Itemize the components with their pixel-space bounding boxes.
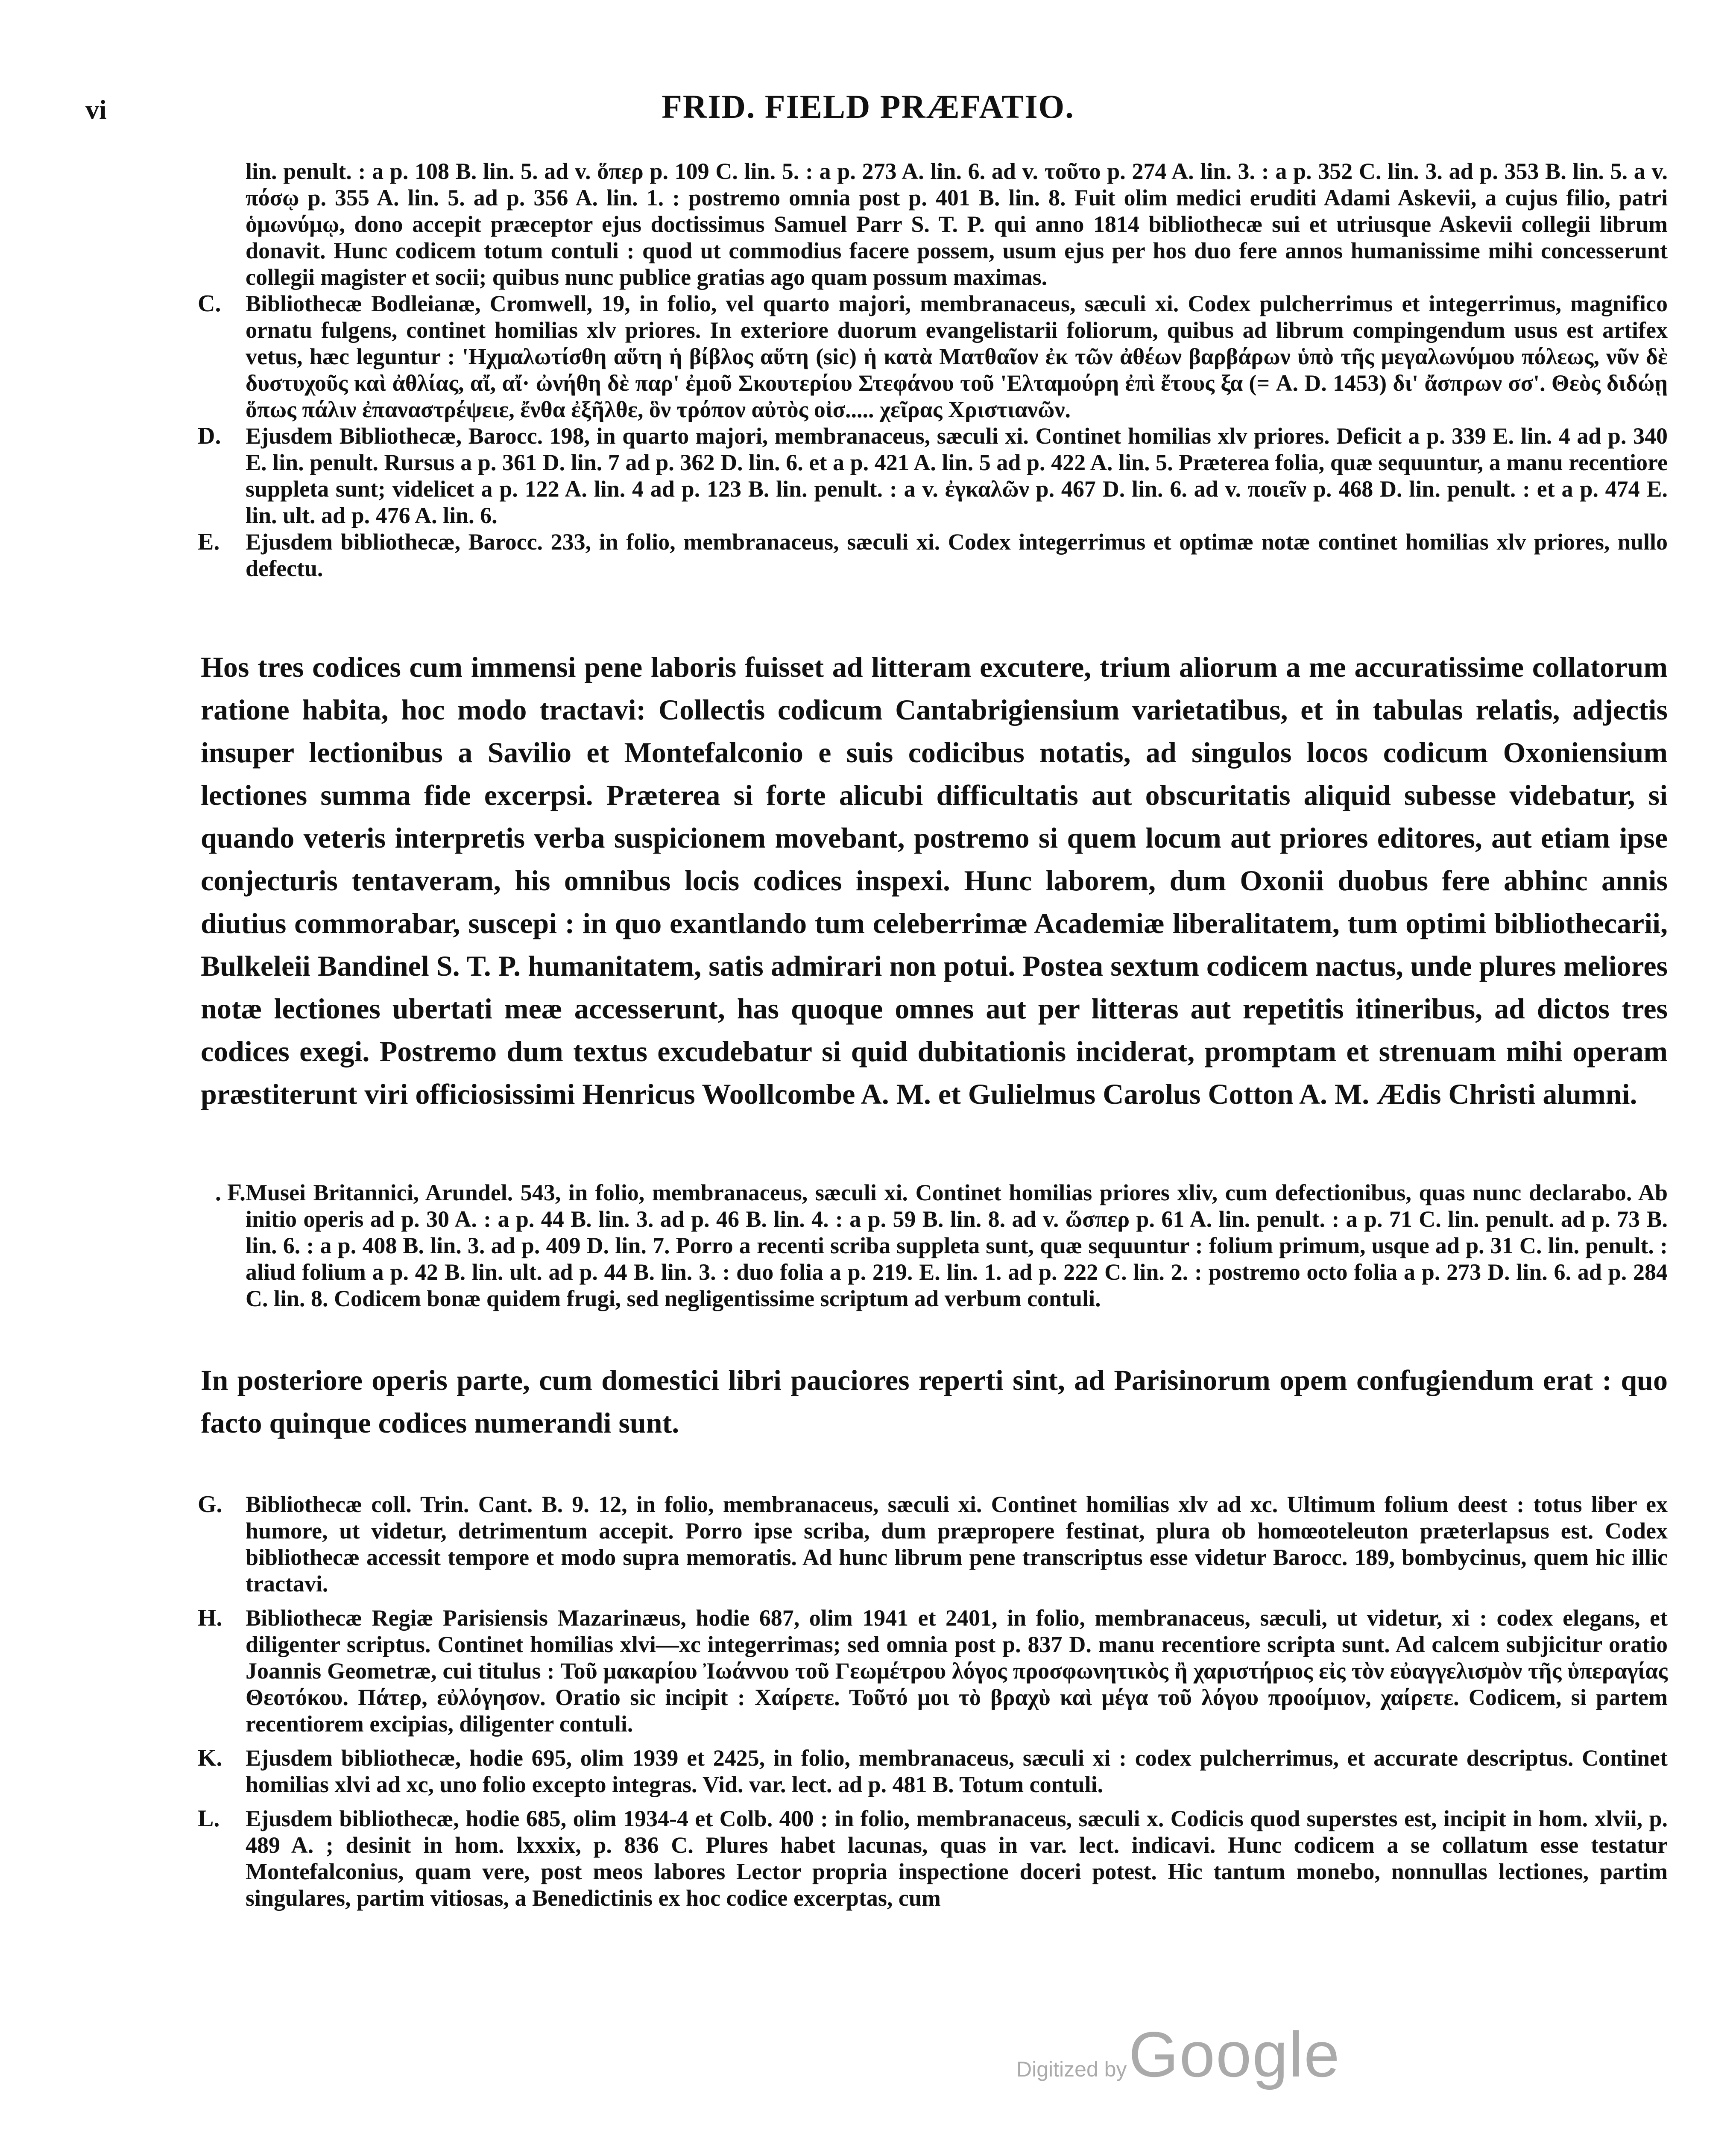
codex-entry-l: Ejusdem bibliothecæ, hodie 685, olim 1934-4 et Colb. 400 : in folio, membranaceus, sæculi x. Codicis quod superstes est, incipit in hom. xlvii, p. 489 A. ; desinit in hom. lxxxix, p. 836 C. Plures habet lacunas, quas in var. lect. indicavi. Hunc codicem a se collatum esse testatur Montefalconius, quam vere, post meos labores Lector propria inspectione doceri potest. Hic tantum monebo, nonnullas lectiones, partim singulares, partim vitiosas, a Benedictinis ex hoc codice excerptas, cum [246,1806,1668,1911]
digitized-by-google-watermark [1016,2018,1736,2090]
page-header [0,85,1736,137]
codex-label-h: H. [198,1605,222,1631]
codex-label-f: . F. [215,1179,246,1206]
codex-label-c: C. [198,290,221,317]
codex-entry-h: Bibliothecæ Regiæ Parisiensis Mazarinæus, hodie 687, olim 1941 et 2401, in folio, membranaceus, sæculi, ut videtur, xi : codex elegans, et diligenter scriptus. Continet homilias xlvi—xc integerrimas; sed omnia post p. 837 D. manu recentiore scripta sunt. Ad calcem subjicitur oratio Joannis Geometræ, cui titulus : Τοῦ μακαρίου Ἰωάννου τοῦ Γεωμέτρου λόγος προσφωνητικὸς ἢ χαριστήριος εἰς τὸν εὐαγγελισμὸν τῆς ὑπεραγίας Θεοτόκου. Πάτερ, εὐλόγησον. Oratio sic incipit : Χαίρετε. Τοῦτό μοι τὸ βραχὺ καὶ μέγα τοῦ λόγου προοίμιον, χαίρετε. Codicem, si partem recentiorem excipias, diligenter contuli. [246,1605,1668,1737]
codex-row-g [198,1491,1668,1597]
codex-label-l: L. [198,1805,220,1832]
codex-entry-c: Bibliothecæ Bodleianæ, Cromwell, 19, in folio, vel quarto majori, membranaceus, sæculi xi. Codex pulcherrimus et integerrimus, magnifico ornatu fulgens, continet homilias xlv priores. In exteriore duorum evangelistarii foliorum, quibus ad librum compingendum usus est artifex vetus, hæc leguntur : 'Ηχμαλωτίσθη αὕτη ἡ βίβλος αὕτη (sic) ἡ κατὰ Ματθαῖον ἐκ τῶν ἀθέων βαρβάρων ὑπὸ τῆς μεγαλωνύμου πόλεως, νῦν δὲ δυστυχοῦς καὶ ἀθλίας, αἴ, αἴ· ὠνήθη δὲ παρ' ἐμοῦ Σκουτερίου Στεφάνου τοῦ 'Ελταμούρη ἐπὶ ἔτους ξα (= A. D. 1453) δι' ἄσπρων σσ'. Θεὸς διδώῃ ὅπως πάλιν ἐπαναστρέψειε, ἔνθα ἐξῆλθε, ὃν τρόπον αὐτὸς οἰσ..... χεῖρας Χριστιανῶν. [246,291,1668,422]
codex-row-c [198,290,1668,423]
codex-row-f [198,1179,1668,1312]
codex-row-k [198,1745,1668,1798]
codex-row-e [198,529,1668,582]
codex-label-g: G. [198,1491,222,1518]
codex-label-e: E. [198,529,220,555]
note-continuation: lin. penult. : a p. 108 B. lin. 5. ad v. ὅπερ p. 109 C. lin. 5. : a p. 273 A. lin. 6. ad v. τοῦτο p. 274 A. lin. 3. : a p. 352 C. lin. 3. ad p. 353 B. lin. 5. a v. πόσῳ p. 355 A. lin. 5. ad p. 356 A. lin. 1. : postremo omnia post p. 401 B. lin. 8. Fuit olim medici eruditi Adami Askevii, a cujus filio, patri ὁμωνύμῳ, dono accepit præceptor ejus doctissimus Samuel Parr S. T. P. qui anno 1814 bibliothecæ sui et utriusque Askevii collegii librum donavit. Hunc codicem totum contuli : quod ut commodius facere possem, usum ejus per hos duo fere annos humanissime mihi concesserunt collegii magister et socii; quibus nunc publice gratias ago quam possum maximas. [246,158,1668,290]
running-title: FRID. FIELD PRÆFATIO. [662,88,1074,125]
codex-entry-k: Ejusdem bibliothecæ, hodie 695, olim 1939 et 2425, in folio, membranaceus, sæculi xi : codex pulcherrimus, et accurate descriptus. Continet homilias xlvi ad xc, uno folio excepto integras. Vid. var. lect. ad p. 481 B. Totum contuli. [246,1745,1668,1797]
codex-entry-d: Ejusdem Bibliothecæ, Barocc. 198, in quarto majori, membranaceus, sæculi xi. Continet homilias xlv priores. Deficit a p. 339 E. lin. 4 ad p. 340 E. lin. penult. Rursus a p. 361 D. lin. 7 ad p. 362 D. lin. 6. et a p. 421 A. lin. 5 ad p. 422 A. lin. 5. Præterea folia, quæ sequuntur, a manu recentiore suppleta sunt; videlicet a p. 122 A. lin. 4 ad p. 123 B. lin. penult. : a v. ἐγκαλῶν p. 467 D. lin. 6. ad v. ποιεῖν p. 468 D. lin. penult. : et a p. 474 E. lin. ult. ad p. 476 A. lin. 6. [246,423,1668,528]
codex-entry-e: Ejusdem bibliothecæ, Barocc. 233, in folio, membranaceus, sæculi xi. Codex integerrimus et optimæ notæ continet homilias xlv priores, nullo defectu. [246,529,1668,581]
google-logo: Google [1128,2018,1341,2090]
page-number: vi [85,94,107,125]
codex-entry-g: Bibliothecæ coll. Trin. Cant. B. 9. 12, in folio, membranaceus, sæculi xi. Continet homilias xlv ad xc. Ultimum folium deest : totus liber ex humore, ut videtur, detrimentum accepit. Porro ipse scriba, dum præpropere festinat, plura ob homœoteleuton præterlapsus est. Codex bibliothecæ accessit tempore et modo supra memoratis. Ad hunc librum pene transcriptus esse videtur Barocc. 189, bombycinus, quem hic illic tractavi. [246,1492,1668,1597]
note-continuation-row [198,158,1668,290]
codex-row-d [198,423,1668,529]
codex-label-k: K. [198,1745,222,1771]
codex-row-l [198,1805,1668,1911]
watermark-prefix: Digitized by [1016,2057,1127,2081]
codex-row-h [198,1605,1668,1737]
codex-label-d: D. [198,423,221,449]
body-paragraph-2: In posteriore operis parte, cum domestici libri pauciores reperti sint, ad Parisinorum opem confugiendum erat : quo facto quinque codices numerandi sunt. [201,1364,1668,1439]
codex-entry-f: Musei Britannici, Arundel. 543, in folio, membranaceus, sæculi xi. Continet homilias priores xliv, cum defectionibus, quas nunc declarabo. Ab initio operis ad p. 30 A. : a p. 44 B. lin. 3. ad p. 46 B. lin. 4. : a p. 59 B. lin. 8. ad v. ὥσπερ p. 61 A. lin. penult. : a p. 71 C. lin. penult. ad p. 73 B. lin. 6. : a p. 408 B. lin. 3. ad p. 409 D. lin. 7. Porro a recenti scriba suppleta sunt, quæ sequuntur : folium primum, usque ad p. 31 C. lin. penult. : aliud folium a p. 42 B. lin. ult. ad p. 44 B. lin. 3. : duo folia a p. 219. E. lin. 1. ad p. 222 C. lin. 2. : postremo octo folia a p. 273 D. lin. 6. ad p. 284 C. lin. 8. Codicem bonæ quidem frugi, sed negligentissime scriptum ad verbum contuli. [246,1180,1668,1311]
body-paragraph-1: Hos tres codices cum immensi pene laboris fuisset ad litteram excutere, trium aliorum a me accuratissime collatorum ratione habita, hoc modo tractavi: Collectis codicum Cantabrigiensium varietatibus, et in tabulas relatis, adjectis insuper lectionibus a Savilio et Montefalconio e suis codicibus notatis, ad singulos locos codicum Oxoniensium lectiones summa fide excerpsi. Præterea si forte alicubi difficultatis aut obscuritatis aliquid subesse videbatur, si quando veteris interpretis verba suspicionem movebant, postremo si quem locum aut priores editores, aut etiam ipse conjecturis tentaveram, his omnibus locis codices inspexi. Hunc laborem, dum Oxonii duobus fere abhinc annis diutius commorabar, suscepi : in quo exantlando tum celeberrimæ Academiæ liberalitatem, tum optimi bibliothecarii, Bulkeleii Bandinel S. T. P. humanitatem, satis admirari non potui. Postea sextum codicem nactus, unde plures meliores notæ lectiones ubertati meæ accesserunt, has quoque omnes aut per litteras aut repetitis itineribus, ad dictos tres codices exegi. Postremo dum textus excudebatur si quid dubitationis inciderat, promptam et strenuam mihi operam præstiterunt viri officiosissimi Henricus Woollcombe A. M. et Gulielmus Carolus Cotton A. M. Ædis Christi alumni. [201,651,1668,1110]
